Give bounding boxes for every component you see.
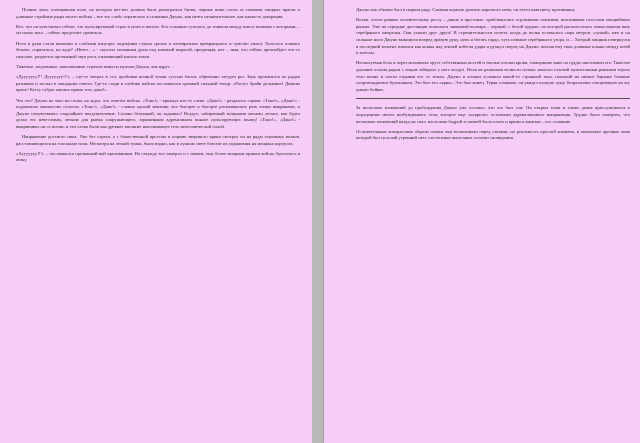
section-divider [356, 98, 630, 99]
paragraph: Волки, почти равные человеческому росту – дикие и яростные, приближались огромными скачками, визгливыми голосами мощнейших рыжих. Уже на середине дистанции показался знакомый волчара – черный, с белой грудью, на которой распласталась замысловатая вязь серебряного ожерелья. Они узнали друг друга! В стремительности полета, когда до волка оставалось пара метров, «чужой» меч и он сильные ноги Джуно выкинули вперед правую руку, цепь и бегать гордо, чуть повыше серебряного узора, и… Хитрый хищник извернулся в последний момент, взвился как кошка над землей избегая удара и рухнул сверху на Джуно, вонзая ему свои длинные клыки между шеей и плечом. [356, 17, 630, 56]
paragraph: Полная луна, освещавшая поле, на котором вот-вот должна была разыграться битва, черные пики сосен за спинами хищных врагов и длинные стройные ряды своего войска – все это слабо отразилось в сознании Джуно, как нечто незначительное, как какая-то декорация. [16, 7, 300, 19]
paragraph: Что это? Джуно не знал ни слова, но ждал, что ответит войско. «Тоно!» - крикнул кто-то слева. «Дано!» - раздалось справа. «Тоно!», «Дано!» - подхватило множество голосов, «Тоно!», «Дано!» - словно адский маятник, все быстрее и быстрее раскачивалась рать этими выкриками, и Джуно почувствовал сладчайшее воодушевление. Словно безумный, он задышал! Воздух, забираемый мощными мехами легких, как будто делал его невесомым, легким для рывка сокрушающего, заряженным адреналином пьяное пульсирующих мышц! «Тоно!», «Дано!» - выкрикивал он со всеми, и эти слова были как древнее заклятие наполняющее тело нечеловеческой силой. [16, 97, 300, 129]
right-page[interactable] [324, 0, 640, 443]
page-gap [312, 0, 324, 443]
paragraph: Напряжение достигло пика. Уже без страха, а с божественной яростью в порыве звериного крика смотрел он на ряды огромных волков, расставляющихся на том конце поля. Несмотря на легкий туман, было видно, как в лунном свете блестят их украшения на мощных корпусах. [16, 134, 300, 146]
paragraph: Все, что он чувствовал сейчас, это пульсирующий страх в ушах и висках. Его сознание сузилось до тоннеля между ним и волками с которыми, – он точно знал – сейчас предстоит сразиться. [16, 23, 300, 36]
left-page[interactable] [0, 0, 312, 443]
paragraph: Тяжелые, медленные, наполненные страхом минуты мучили Джуно, как вдруг… [16, 63, 175, 69]
paragraph: Ослепительные контрастные образы сказки еще вспыхивали перед глазами, но реальность круглой комнаты, в маленькое арочные окна которой бил тусклый утренний свет, постепенно вытесняла остатки сновидения. [356, 128, 630, 141]
paragraph: Неописуемая боль и через мгновенье хруст собственных костей и теплые потоки крови, хлынувшие вниз по груди ошеломили его. Тяжелое дыхание оскаля рядом с лицом забирало у него воздух. Волк не разжимая челюсти сильно замотал головой мучительным рывками терзал тело воина и почти отрывая его от земли. Джуно в агонии услышал какой-то странный звук, похожий на низкое баранье блеяние сопровождаемое бульканьем. Это был его «крик». Это был конец. Теряя сознание, он увидел полную луну, безразлично смотревшую на эту дикую бойню. [356, 60, 630, 92]
paragraph: Ноги и руки стали ватными и слабыми изнутри, ощущение страха грозно и неотвратимо превращалось в чувство ужаса. Хотелось плакать бежать, спрятаться, но куда? «Нееет…» - скулила загнанная душа под кожаной кирасой, предвещая, нет – зная, что сейчас произойдет что-то ужасное, раздается протяжный звук рога, означающий начало атаки. [16, 40, 300, 59]
paragraph: «Дууууууу!!! Дууууууу!!!» – где-то метрах в ста, пробивая ночной туман густым басом, обреченно загудел рог. Звук прокатился по рядам ратников и застыл в ожидании ответа. Где-то сзади в глубине войска послышался громкий сильный тенор: «Растут брайи дельмино! Дименэ крито! Кетту субдат нисано прямо того дано!». [16, 74, 300, 93]
paragraph: За несколько мгновений до пробуждения Джуно уже осознал, что это был сон. Он открыл глаза и также дыша прислушивался к ощущениям своего возбужденного тела, которое еще «искрило» остатками адреналинового напряжения. Трудно было поверить, что несколько мгновений назад он спал, настолько бодрой и свежей была плоть и ярким и вжатым – его сознание. [356, 105, 630, 124]
paragraph: Джуно как обычно был в первом ряду. Сжимая кормую рукоять короткого меча, он летел навстречу противнику. [356, 7, 576, 12]
paragraph: «Аууууууу!!!» – послышался протяжный вой противников. На секунду все замерло и с новым, еще более мощным криком войско бросилось в атаку. [16, 150, 300, 163]
